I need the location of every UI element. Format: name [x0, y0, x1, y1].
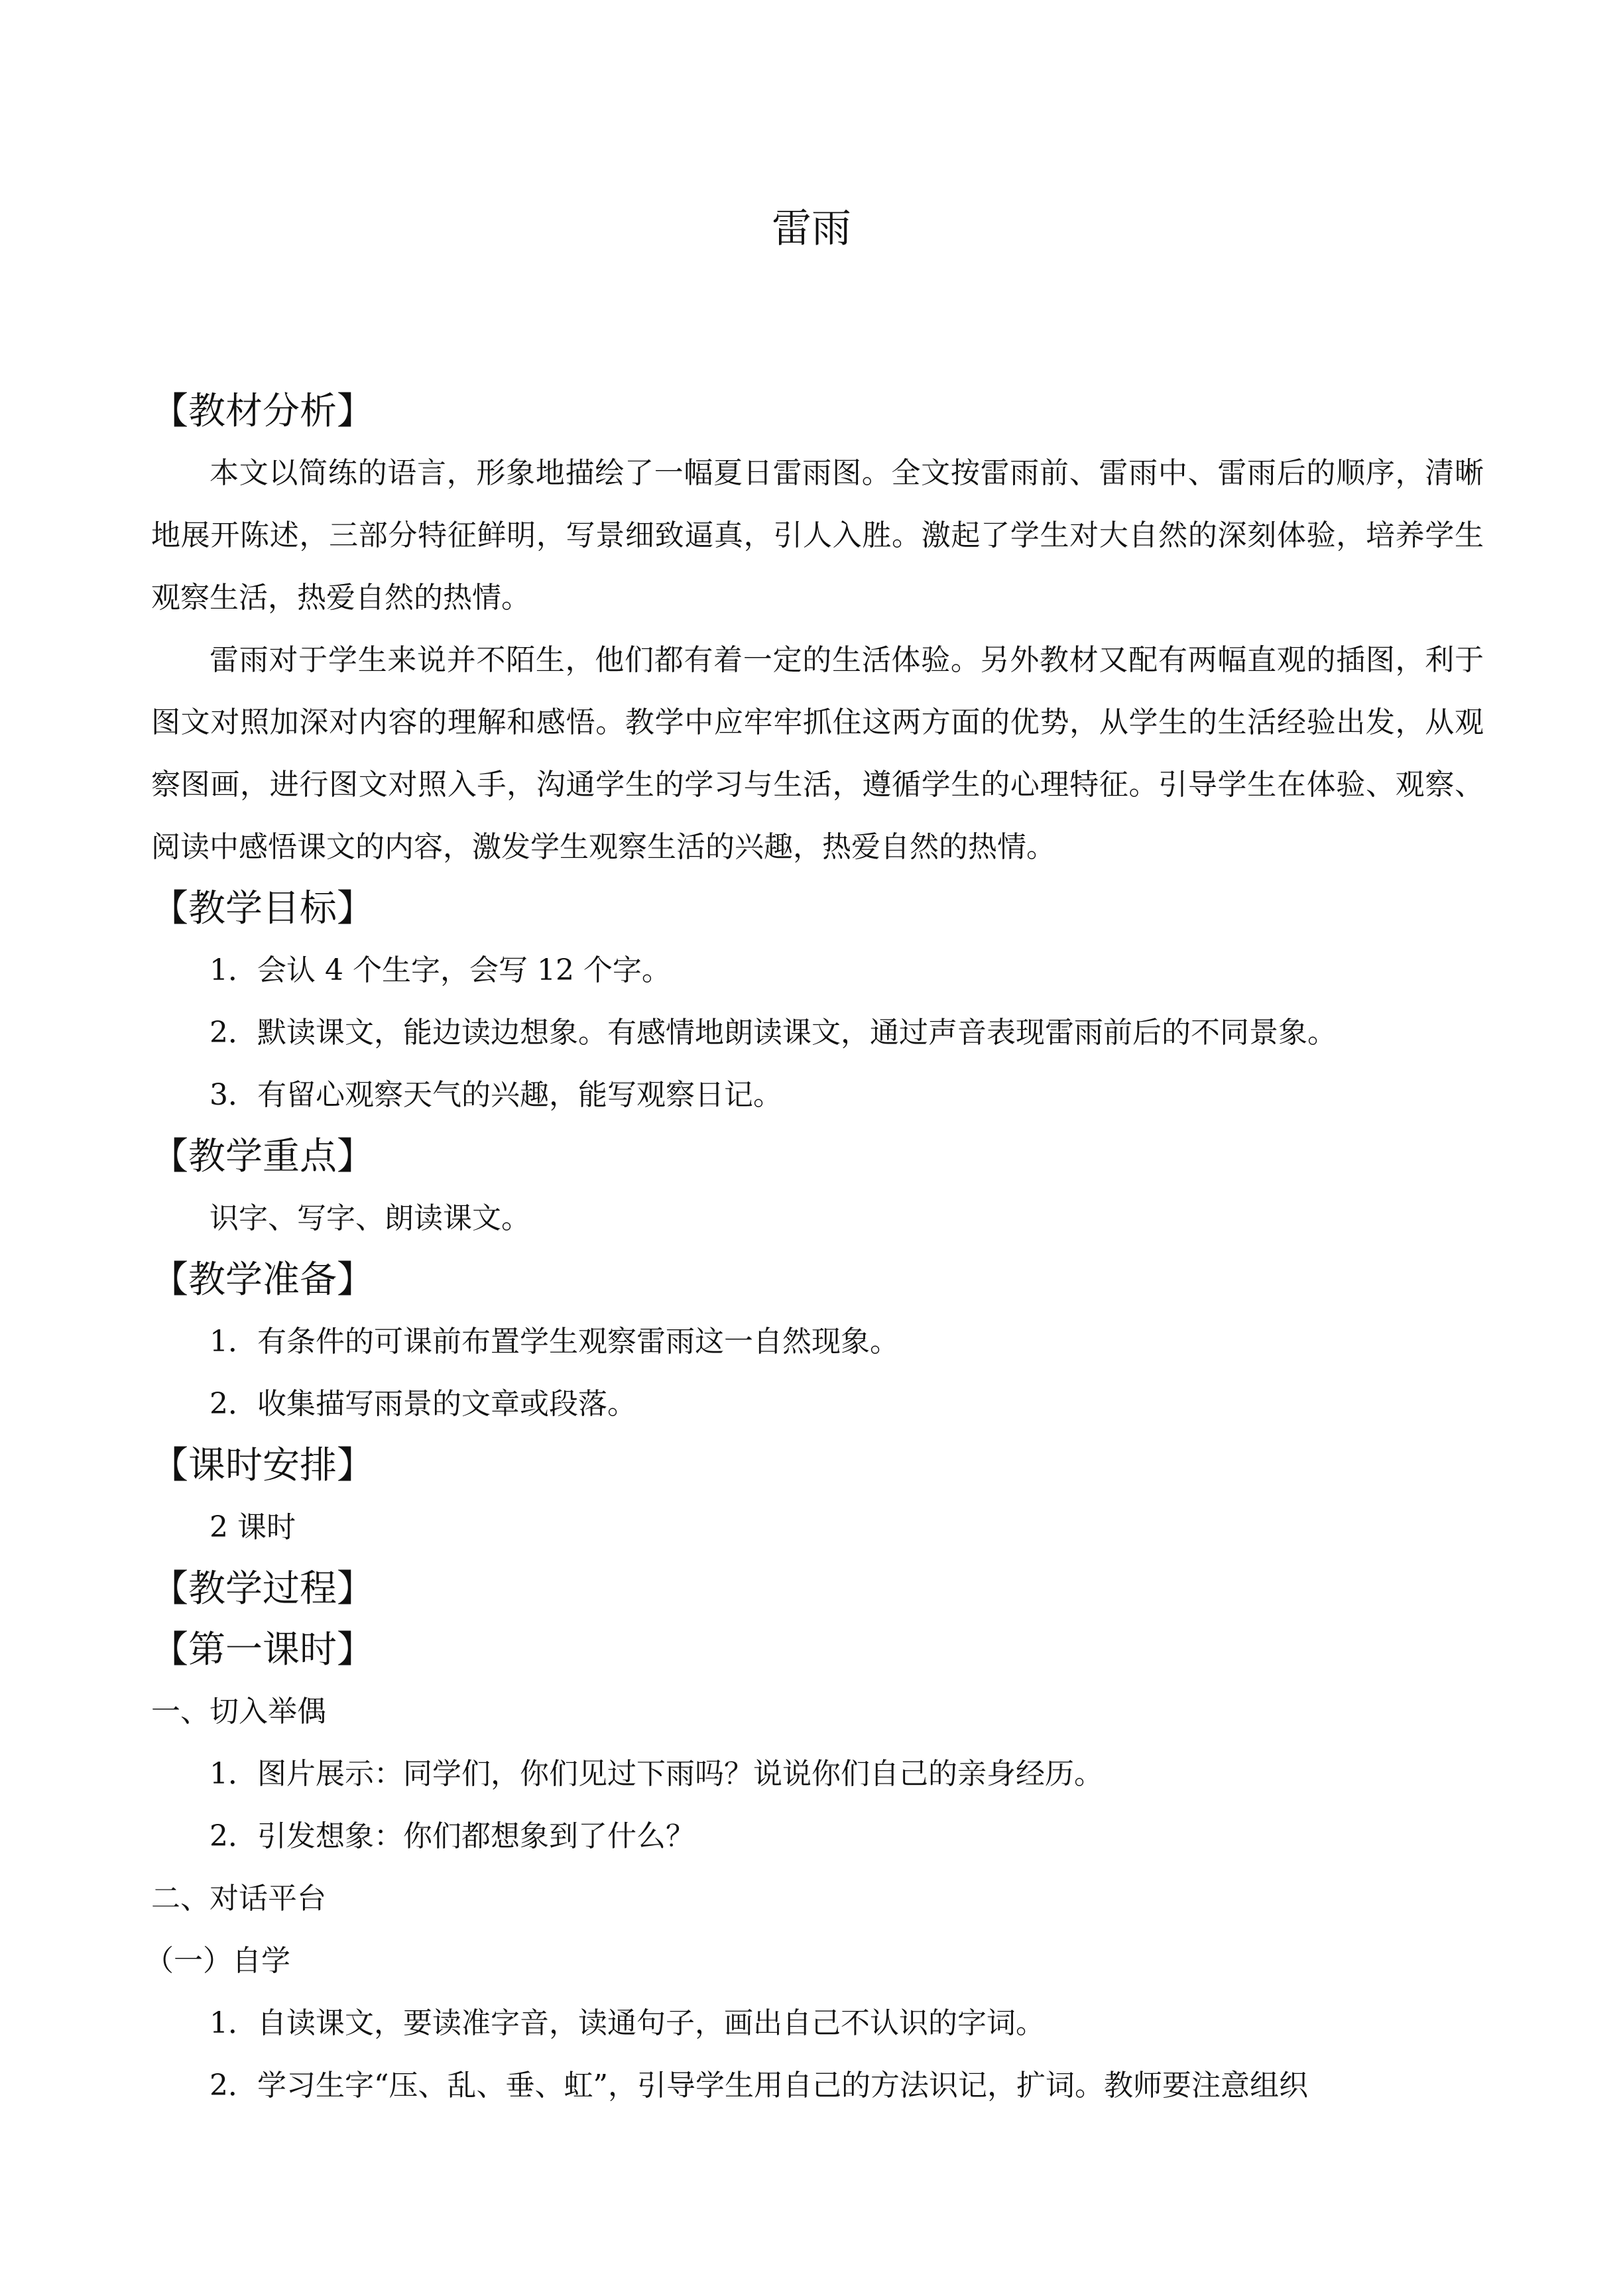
- goal-item-3: 3．有留心观察天气的兴趣，能写观察日记。: [210, 1078, 782, 1112]
- section-heading-key-points: 【教学重点】: [151, 1135, 374, 1178]
- key-points-text: 识字、写字、朗读课文。: [210, 1201, 530, 1235]
- goal-item-1: 1．会认 4 个生字，会写 12 个字。: [210, 953, 671, 987]
- section-heading-teaching-goals: 【教学目标】: [151, 887, 374, 930]
- preparation-item-2: 2．收集描写雨景的文章或段落。: [210, 1387, 636, 1421]
- document-body: [145, 381, 1484, 2117]
- step1-item-1: 1．图片展示：同学们，你们见过下雨吗？说说你们自己的亲身经历。: [210, 1757, 1103, 1791]
- section-heading-process: 【教学过程】: [151, 1567, 374, 1610]
- section-heading-schedule: 【课时安排】: [151, 1444, 374, 1487]
- step2-item-1: 1．自读课文，要读准字音，读通句子，画出自己不认识的字词。: [210, 2006, 1045, 2040]
- schedule-text: 2 课时: [210, 1510, 296, 1544]
- preparation-item-1: 1．有条件的可课前布置学生观察雷雨这一自然现象。: [210, 1325, 899, 1359]
- analysis-paragraph-1: 本文以简练的语言，形象地描绘了一幅夏日雷雨图。全文按雷雨前、雷雨中、雷雨后的顺序，清晰地展开陈述，三部分特征鲜明，写景细致逼真，引人入胜。激起了学生对大自然的深刻体验，培养学生观察生活，热爱自然的热情。: [151, 456, 1484, 615]
- step1-item-2: 2．引发想象：你们都想象到了什么？: [210, 1819, 695, 1853]
- section-heading-first-lesson: 【第一课时】: [151, 1628, 374, 1671]
- step-heading-2: 二、对话平台: [151, 1882, 326, 1915]
- step2-sub-heading: （一）自学: [145, 1944, 290, 1978]
- step2-item-2: 2．学习生字“压、乱、垂、虹”，引导学生用自己的方法识记，扩词。教师要注意组织: [210, 2069, 1308, 2102]
- step-heading-1: 一、切入举偶: [151, 1695, 326, 1728]
- section-heading-preparation: 【教学准备】: [151, 1258, 374, 1301]
- document-title: 雷雨: [772, 206, 851, 252]
- section-heading-textbook-analysis: 【教材分析】: [151, 390, 374, 433]
- analysis-paragraph-2: 雷雨对于学生来说并不陌生，他们都有着一定的生活体验。另外教材又配有两幅直观的插图，利于图文对照加深对内容的理解和感悟。教学中应牢牢抓住这两方面的优势，从学生的生活经验出发，从观察图画，进行图文对照入手，沟通学生的学习与生活，遵循学生的心理特征。引导学生在体验、观察、阅读中感悟课文的内容，激发学生观察生活的兴趣，热爱自然的热情。: [151, 643, 1484, 864]
- goal-item-2: 2．默读课文，能边读边想象。有感情地朗读课文，通过声音表现雷雨前后的不同景象。: [210, 1016, 1337, 1050]
